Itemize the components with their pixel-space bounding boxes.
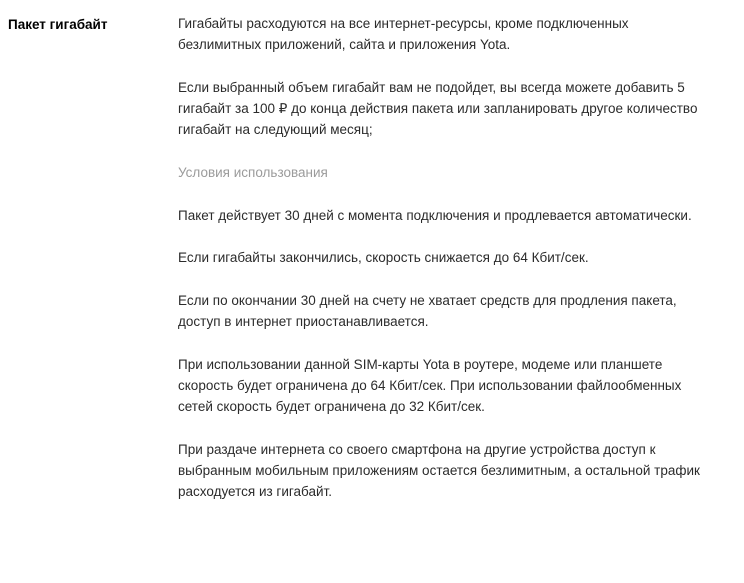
paragraph-usage: Гигабайты расходуются на все интернет-ресурсы, кроме подключенных безлимитных приложений, сайта и приложения Yota.: [178, 16, 629, 52]
term-insufficient-funds: Если по окончании 30 дней на счету не хватает средств для продления пакета, доступ в интернет приостанавливается.: [178, 293, 677, 330]
section-body: [178, 14, 708, 503]
term-validity: Пакет действует 30 дней с момента подключения и продлевается автоматически.: [178, 207, 692, 223]
term-tethering: При раздаче интернета со своего смартфона на другие устройства доступ к выбранным мобильным приложениям остается безлимитным, а остальной трафик расходуется из гигабайт.: [178, 441, 700, 499]
section-title: Пакет гигабайт: [8, 17, 108, 32]
term-speed-limit: Если гигабайты закончились, скорость снижается до 64 Кбит/сек.: [178, 250, 589, 266]
terms-subheading: Условия использования: [178, 164, 328, 180]
gigabyte-package-section: [8, 14, 724, 503]
paragraph-extra-gigabytes: Если выбранный объем гигабайт вам не подойдет, вы всегда можете добавить 5 гигабайт за 100 ₽ до конца действия пакета или запланировать другое количество гигабайт на следующий месяц;: [178, 79, 698, 137]
term-router-usage: При использовании данной SIM-карты Yota в роутере, модеме или планшете скорость будет ограничена до 64 Кбит/сек. При использовании файлообменных сетей скорость будет ограничена до 32 Кбит/сек.: [178, 357, 682, 415]
